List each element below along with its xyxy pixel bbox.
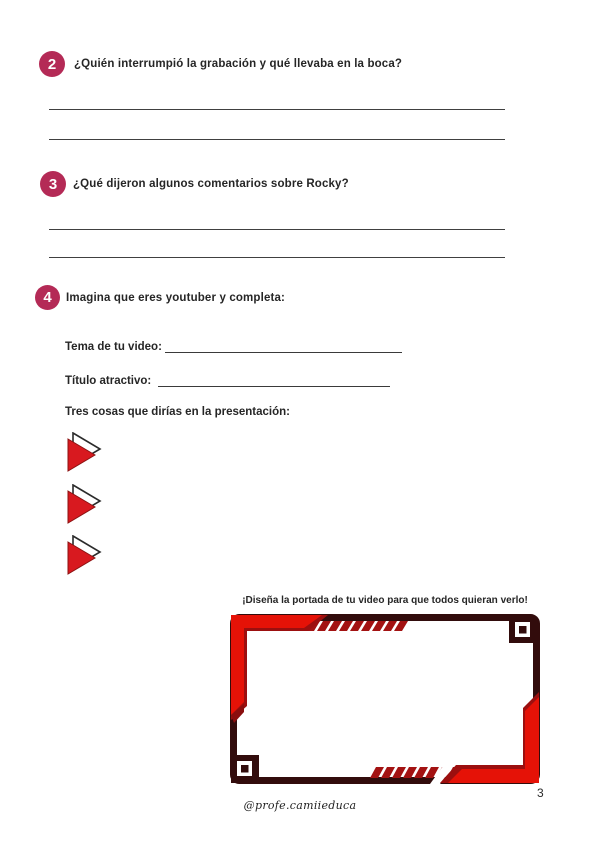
frame-border	[234, 618, 537, 781]
question-4-text: Imagina que eres youtuber y completa:	[66, 292, 285, 304]
hazard-stripes-icon	[306, 621, 408, 631]
answer-line	[49, 139, 505, 140]
question-3-number: 3	[48, 175, 58, 193]
corner-accent-bottom-right	[440, 692, 539, 783]
instagram-handle: @profe.camiieduca	[243, 799, 357, 812]
field-line-titulo	[158, 386, 390, 387]
question-3-text: ¿Qué dijeron algunos comentarios sobre Rocky?	[73, 178, 349, 190]
question-2-number: 2	[47, 55, 57, 73]
list-prompt: Tres cosas que dirías en la presentación:	[65, 406, 290, 418]
question-3-badge	[40, 171, 66, 197]
play-triangle-icon	[64, 432, 102, 474]
question-2-text: ¿Quién interrumpió la grabación y qué llevaba en la boca?	[74, 58, 403, 70]
question-4-badge	[35, 285, 60, 310]
video-cover-frame	[230, 614, 540, 784]
answer-line	[49, 229, 505, 230]
field-label-titulo: Título atractivo:	[65, 375, 152, 387]
corner-bracket-icon	[509, 616, 536, 643]
answer-line	[49, 257, 505, 258]
question-2-badge	[39, 51, 65, 77]
question-4-number: 4	[43, 289, 52, 306]
answer-line	[49, 109, 505, 110]
play-triangle-icon	[64, 535, 102, 577]
field-line-tema	[165, 352, 402, 353]
cover-caption: ¡Diseña la portada de tu video para que todos quieran verlo!	[242, 595, 528, 606]
corner-accent-top-left	[231, 615, 328, 723]
play-triangle-icon	[64, 484, 102, 526]
corner-bracket-icon	[231, 755, 259, 783]
field-label-tema: Tema de tu video:	[65, 341, 162, 353]
page-number: 3	[537, 786, 544, 800]
